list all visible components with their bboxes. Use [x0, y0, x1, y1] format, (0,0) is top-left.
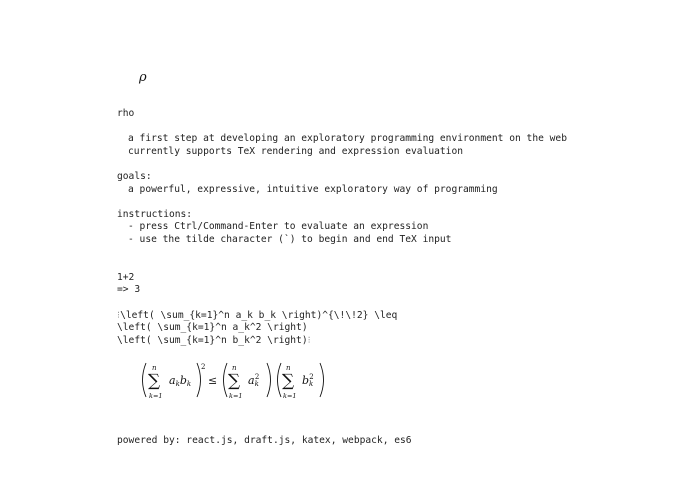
term-ab: akbk — [169, 374, 192, 388]
expression-result: => 3 — [117, 284, 141, 296]
sum-upper-2: n — [232, 364, 237, 372]
sigma-2: ∑ — [228, 371, 241, 391]
tex-source-text-1: \left( \sum_{k=1}^n a_k b_k \right)^{\!\!2} \leq — [120, 309, 398, 321]
tex-open-marker: ⁝ — [117, 309, 121, 321]
sum-lower-1: k=1 — [149, 392, 163, 400]
instructions-heading: instructions: — [117, 208, 193, 220]
sigma-3: ∑ — [282, 371, 295, 391]
tex-source-text-3: \left( \sum_{k=1}^n b_k^2 \right) — [117, 334, 308, 346]
left-paren-3 — [278, 363, 282, 397]
sum-upper-3: n — [286, 364, 291, 372]
rendered-math — [140, 360, 340, 404]
left-paren-1 — [143, 363, 147, 397]
expression-input[interactable]: 1+2 — [117, 271, 135, 283]
right-paren-3 — [320, 363, 324, 397]
term-b-squared: bk2 — [302, 373, 314, 388]
sum-lower-2: k=1 — [229, 392, 243, 400]
rho-logo: ρ — [139, 70, 147, 85]
editor[interactable] — [117, 108, 637, 347]
math-svg — [140, 360, 340, 404]
instruction-item-1: - press Ctrl/Command-Enter to evaluate an expression — [128, 221, 429, 233]
sum-lower-3: k=1 — [283, 392, 297, 400]
sum-upper-1: n — [152, 364, 157, 372]
right-paren-1 — [197, 363, 201, 397]
intro-line-2: currently supports TeX rendering and expression evaluation — [128, 145, 464, 157]
footer-credits: powered by: react.js, draft.js, katex, webpack, es6 — [117, 435, 412, 446]
intro-line-1: a first step at developing an exploratory programming environment on the web — [128, 133, 567, 145]
goals-heading: goals: — [117, 170, 152, 182]
goals-item: a powerful, expressive, intuitive exploratory way of programming — [128, 183, 498, 195]
tex-source-line-3[interactable] — [117, 335, 637, 348]
tex-close-marker: ⁝ — [307, 334, 311, 346]
sigma-1: ∑ — [148, 371, 161, 391]
doc-title: rho — [117, 108, 135, 119]
tex-source-line-1[interactable] — [117, 310, 637, 323]
left-paren-2 — [224, 363, 228, 397]
tex-source-line-2[interactable]: \left( \sum_{k=1}^n a_k^2 \right) — [117, 322, 308, 334]
leq-symbol: ≤ — [208, 374, 218, 387]
right-paren-2 — [267, 363, 271, 397]
term-a-squared: ak2 — [248, 373, 260, 388]
square-exponent: 2 — [201, 363, 206, 371]
instruction-item-2: - use the tilde character (`) to begin and end TeX input — [128, 233, 452, 245]
